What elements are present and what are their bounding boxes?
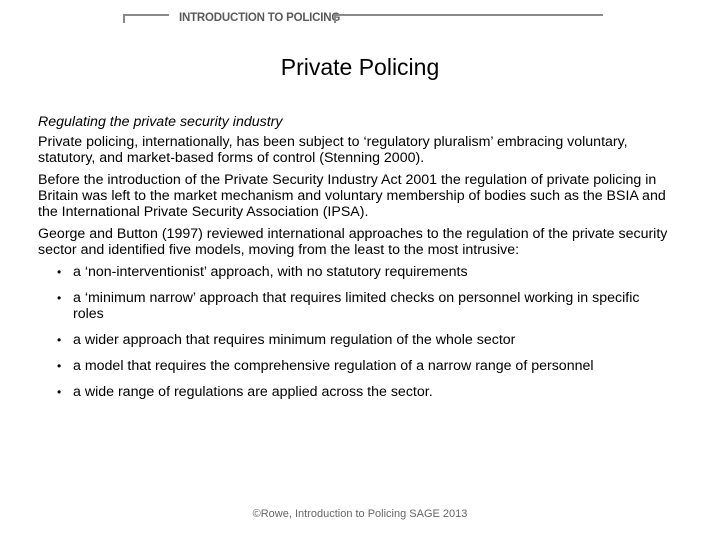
header-rule-left: [123, 14, 169, 23]
list-item-text: a ‘non-interventionist’ approach, with no statutory requirements: [73, 264, 468, 280]
list-item: [57, 264, 670, 280]
list-item-text: a wider approach that requires minimum regulation of the whole sector: [73, 332, 516, 348]
list-item-text: a wide range of regulations are applied across the sector.: [73, 384, 433, 400]
header-rule-right: [334, 14, 603, 23]
list-item: [57, 358, 670, 374]
bullet-icon: •: [57, 333, 62, 347]
list-item: [57, 290, 670, 322]
bullet-icon: •: [57, 385, 62, 399]
list-item: [57, 332, 670, 348]
paragraph: Private policing, internationally, has been subject to ‘regulatory pluralism’ embracing voluntary, statutory, and market-based forms of control (Stenning 2000).: [38, 134, 628, 166]
slide-footer: ©Rowe, Introduction to Policing SAGE 2013: [252, 508, 468, 520]
slide-subtitle: Regulating the private security industry: [38, 114, 283, 130]
paragraph: Before the introduction of the Private Security Industry Act 2001 the regulation of private policing in Britain was left to the market mechanism and voluntary membership of bodies such as the BSIA and the International Private Security Association (IPSA).: [38, 172, 666, 220]
slide-title: Private Policing: [280, 54, 440, 80]
slide-body: [38, 114, 670, 410]
list-item: [57, 384, 670, 400]
bullet-icon: •: [57, 291, 62, 305]
bullet-icon: •: [57, 265, 62, 279]
list-item-text: a ‘minimum narrow’ approach that requires limited checks on personnel working in specific roles: [73, 290, 640, 322]
header-brand: INTRODUCTION TO POLICING: [179, 12, 341, 24]
models-list: [38, 264, 670, 400]
bullet-icon: •: [57, 359, 62, 373]
list-item-text: a model that requires the comprehensive regulation of a narrow range of personnel: [73, 358, 594, 374]
slide-header: [123, 12, 601, 26]
paragraph: George and Button (1997) reviewed international approaches to the regulation of the private security sector and identified five models, moving from the least to the most intrusive:: [38, 226, 668, 258]
